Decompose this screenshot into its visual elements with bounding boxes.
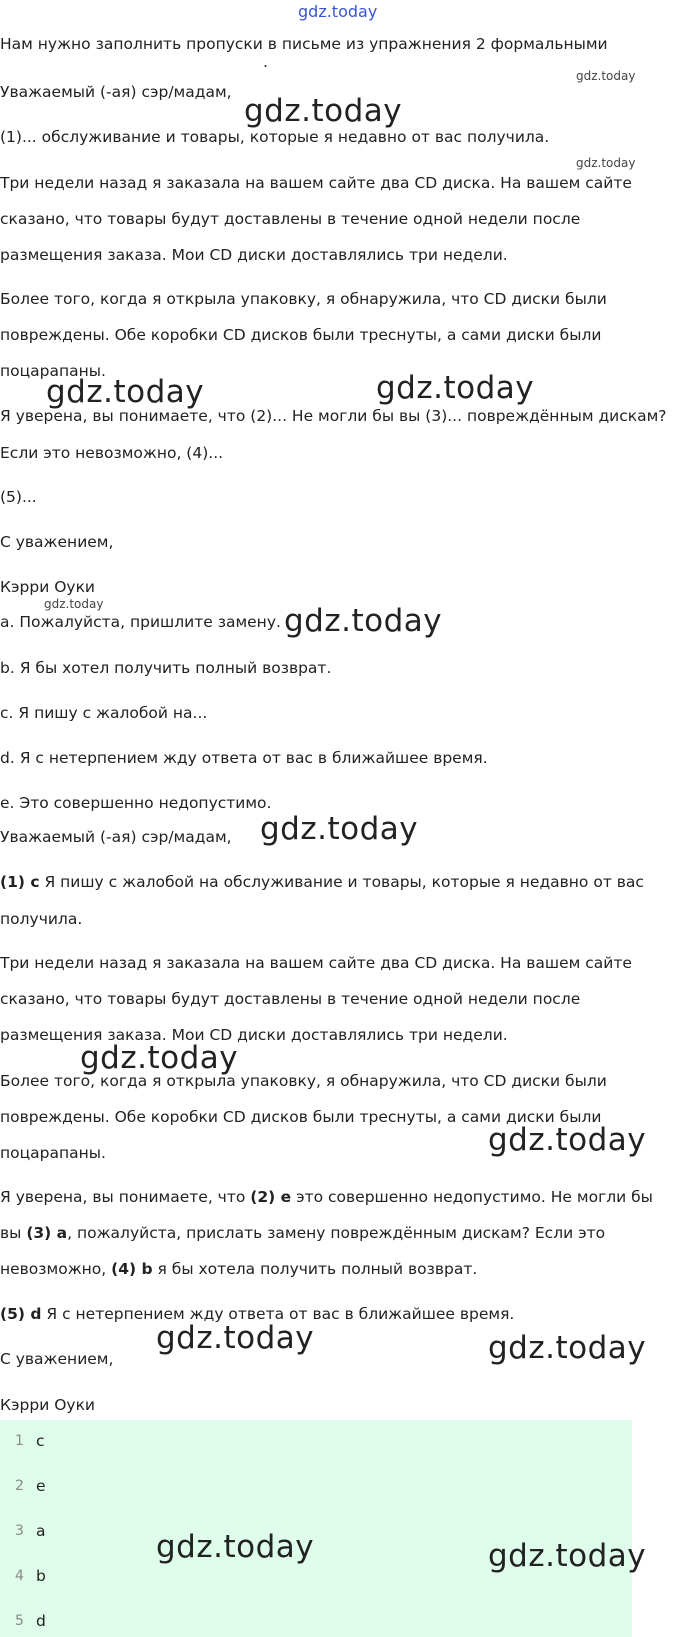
watermark-1: gdz.today [244, 93, 403, 129]
answer-row [0, 1606, 632, 1636]
option-b: b. Я бы хотел получить полный возврат. [0, 659, 332, 677]
intro-text: Нам нужно заполнить пропуски в письме из упражнения 2 формальными [0, 35, 608, 53]
filled-closing: С уважением, [0, 1350, 114, 1368]
filled-p2-line-3: размещения заказа. Мои CD диски доставлялись три недели. [0, 1026, 508, 1044]
watermark-6: gdz.today [80, 1040, 239, 1076]
watermark-7: gdz.today [488, 1122, 647, 1158]
option-e: e. Это совершенно недопустимо. [0, 794, 272, 812]
letter-paragraph-5: (5)... [0, 488, 37, 506]
answer-number: 3 [15, 1523, 24, 1539]
filled-p4-text-b: это совершенно недопустимо. Не могли бы [291, 1188, 653, 1206]
watermark-2: gdz.today [46, 374, 205, 410]
answer-key-3: (3) a [26, 1224, 68, 1242]
answer-row [0, 1471, 632, 1501]
answer-value: b [36, 1567, 46, 1585]
filled-p4-line-1 [0, 1179, 672, 1215]
letter-greeting: Уважаемый (-ая) сэр/мадам, [0, 83, 232, 101]
filled-greeting: Уважаемый (-ая) сэр/мадам, [0, 828, 232, 846]
answer-number: 1 [15, 1433, 24, 1449]
answer-number: 2 [15, 1478, 24, 1494]
filled-p1-text: Я пишу с жалобой на обслуживание и товары, которые я недавно от вас [39, 873, 644, 891]
watermark-8: gdz.today [156, 1320, 315, 1356]
answer-key-1: (1) c [0, 873, 40, 891]
watermark-5: gdz.today [260, 811, 419, 847]
watermark-9: gdz.today [488, 1330, 647, 1366]
watermark-10: gdz.today [156, 1529, 315, 1565]
option-c: c. Я пишу с жалобой на... [0, 704, 208, 722]
filled-p4-line-3 [0, 1251, 672, 1287]
filled-signature: Кэрри Оуки [0, 1396, 95, 1414]
letter-p4-line-1: Я уверена, вы понимаете, что (2)... Не могли бы вы (3)... повреждённым дискам? [0, 407, 667, 425]
filled-p4-text-e: невозможно, [0, 1260, 112, 1278]
watermark-small-1: gdz.today [576, 69, 636, 83]
filled-p3-line-3: поцарапаны. [0, 1144, 106, 1162]
watermark-small-2: gdz.today [576, 156, 636, 170]
filled-p4-text-a: Я уверена, вы понимаете, что [0, 1188, 251, 1206]
letter-p3-line-2: повреждены. Обе коробки CD дисков были треснуты, а сами диски были [0, 326, 602, 344]
letter-p3-line-3: поцарапаны. [0, 362, 106, 380]
filled-p5-text: Я с нетерпением жду ответа от вас в ближайшее время. [41, 1305, 515, 1323]
option-d: d. Я с нетерпением жду ответа от вас в ближайшее время. [0, 749, 488, 767]
watermark-4: gdz.today [284, 603, 443, 639]
answer-key-5: (5) d [0, 1305, 42, 1323]
answer-value: a [36, 1522, 46, 1540]
filled-p2-line-1: Три недели назад я заказала на вашем сайте два CD диска. На вашем сайте [0, 954, 632, 972]
letter-p2-line-3: размещения заказа. Мои CD диски доставлялись три недели. [0, 246, 508, 264]
letter-p2-line-2: сказано, что товары будут доставлены в течение одной недели после [0, 210, 581, 228]
answer-number: 4 [15, 1568, 24, 1584]
letter-signature: Кэрри Оуки [0, 578, 95, 596]
answer-row [0, 1426, 632, 1456]
answer-value: e [36, 1477, 46, 1495]
dot: . [263, 53, 268, 71]
filled-p3-line-2: повреждены. Обе коробки CD дисков были треснуты, а сами диски были [0, 1108, 602, 1126]
answers-list [0, 1420, 632, 1637]
filled-p1-line-2: получила. [0, 910, 83, 928]
filled-paragraph-5 [0, 1296, 672, 1332]
watermark-11: gdz.today [488, 1538, 647, 1574]
letter-p4-line-2: Если это невозможно, (4)... [0, 444, 224, 462]
filled-p4-text-d: , пожалуйста, прислать замену повреждённым дискам? Если это [67, 1224, 606, 1242]
letter-closing: С уважением, [0, 533, 114, 551]
answer-key-2: (2) e [250, 1188, 292, 1206]
filled-p2-line-2: сказано, что товары будут доставлены в течение одной недели после [0, 990, 581, 1008]
letter-p2-line-1: Три недели назад я заказала на вашем сайте два CD диска. На вашем сайте [0, 174, 632, 192]
filled-p4-text-f: я бы хотела получить полный возврат. [152, 1260, 478, 1278]
letter-paragraph-1: (1)... обслуживание и товары, которые я недавно от вас получила. [0, 128, 550, 146]
option-a: a. Пожалуйста, пришлите замену. [0, 613, 281, 631]
letter-p3-line-1: Более того, когда я открыла упаковку, я обнаружила, что CD диски были [0, 290, 607, 308]
answer-value: d [36, 1612, 46, 1630]
filled-p4-text-c: вы [0, 1224, 27, 1242]
answer-value: c [36, 1432, 45, 1450]
filled-paragraph-1 [0, 864, 672, 900]
watermark-small-3: gdz.today [44, 597, 104, 611]
filled-p3-line-1: Более того, когда я открыла упаковку, я обнаружила, что CD диски были [0, 1072, 607, 1090]
answer-key-4: (4) b [111, 1260, 153, 1278]
watermark-3: gdz.today [376, 370, 535, 406]
answer-number: 5 [15, 1613, 24, 1629]
filled-p4-line-2 [0, 1215, 672, 1251]
watermark-top: gdz.today [298, 2, 378, 21]
